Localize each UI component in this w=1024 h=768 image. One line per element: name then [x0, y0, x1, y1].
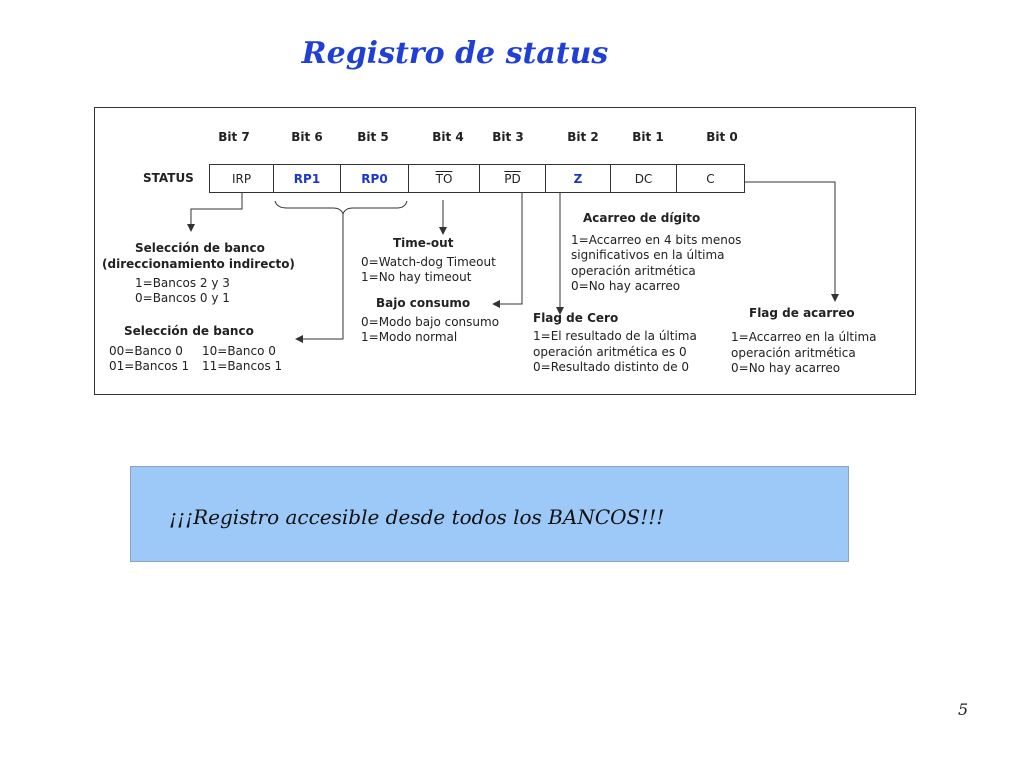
- dc-line-1: 1=Accarreo en 4 bits menos: [571, 233, 742, 247]
- register-name: STATUS: [143, 171, 194, 185]
- dc-line-3: operación aritmética: [571, 264, 696, 278]
- cell-pd: $\overline{PD}$: [480, 164, 546, 193]
- bit-5-header: Bit 5: [357, 130, 389, 144]
- cell-rp1: RP1: [274, 164, 341, 193]
- rp-00: 00=Banco 0: [109, 344, 183, 358]
- pd-line-1: 0=Modo bajo consumo: [361, 315, 500, 329]
- z-line-1: 1=El resultado de la última: [533, 329, 697, 343]
- c-line-2: operación aritmética: [731, 346, 856, 360]
- cell-irp: IRP: [209, 164, 274, 193]
- to-line-2: 1=No hay timeout: [361, 270, 472, 284]
- bit-6-header: Bit 6: [291, 130, 323, 144]
- cell-c: C: [677, 164, 745, 193]
- rp-01: 01=Bancos 1: [109, 359, 190, 373]
- rp-11: 11=Bancos 1: [202, 359, 283, 373]
- irp-line-2: 0=Bancos 0 y 1: [135, 291, 230, 305]
- bit-7-header: Bit 7: [218, 130, 250, 144]
- bit-4-header: Bit 4: [432, 130, 464, 144]
- c-line-1: 1=Accarreo en la última: [731, 330, 877, 344]
- note-text: ¡¡¡Registro accesible desde todos los BANCOS!!!: [169, 505, 665, 529]
- irp-title-2: (direccionamiento indirecto): [102, 257, 295, 271]
- register-cells: [209, 164, 745, 193]
- bit-2-header: Bit 2: [567, 130, 599, 144]
- z-title: Flag de Cero: [533, 311, 619, 325]
- cell-z: Z: [546, 164, 611, 193]
- cell-dc: DC: [611, 164, 677, 193]
- cell-to: $\overline{TO}$: [409, 164, 480, 193]
- pd-line-2: 1=Modo normal: [361, 330, 458, 344]
- rp-title: Selección de banco: [124, 324, 254, 338]
- slide-title: Registro de status: [301, 36, 609, 71]
- page-number: 5: [958, 700, 969, 719]
- dc-title: Acarreo de dígito: [583, 211, 701, 225]
- to-title: Time-out: [393, 236, 454, 250]
- c-line-3: 0=No hay acarreo: [731, 361, 841, 375]
- cell-rp0: RP0: [341, 164, 409, 193]
- z-line-2: operación aritmética es 0: [533, 345, 687, 359]
- bit-3-header: Bit 3: [492, 130, 524, 144]
- dc-line-2: significativos en la última: [571, 248, 725, 262]
- dc-line-4: 0=No hay acarreo: [571, 279, 681, 293]
- pd-title: Bajo consumo: [376, 296, 471, 310]
- rp-10: 10=Banco 0: [202, 344, 276, 358]
- note-box: [130, 466, 849, 562]
- bit-1-header: Bit 1: [632, 130, 664, 144]
- status-register-diagram: [94, 107, 916, 395]
- to-line-1: 0=Watch-dog Timeout: [361, 255, 496, 269]
- irp-title-1: Selección de banco: [135, 241, 265, 255]
- bit-0-header: Bit 0: [706, 130, 738, 144]
- irp-line-1: 1=Bancos 2 y 3: [135, 276, 230, 290]
- z-line-3: 0=Resultado distinto de 0: [533, 360, 690, 374]
- c-title: Flag de acarreo: [749, 306, 855, 320]
